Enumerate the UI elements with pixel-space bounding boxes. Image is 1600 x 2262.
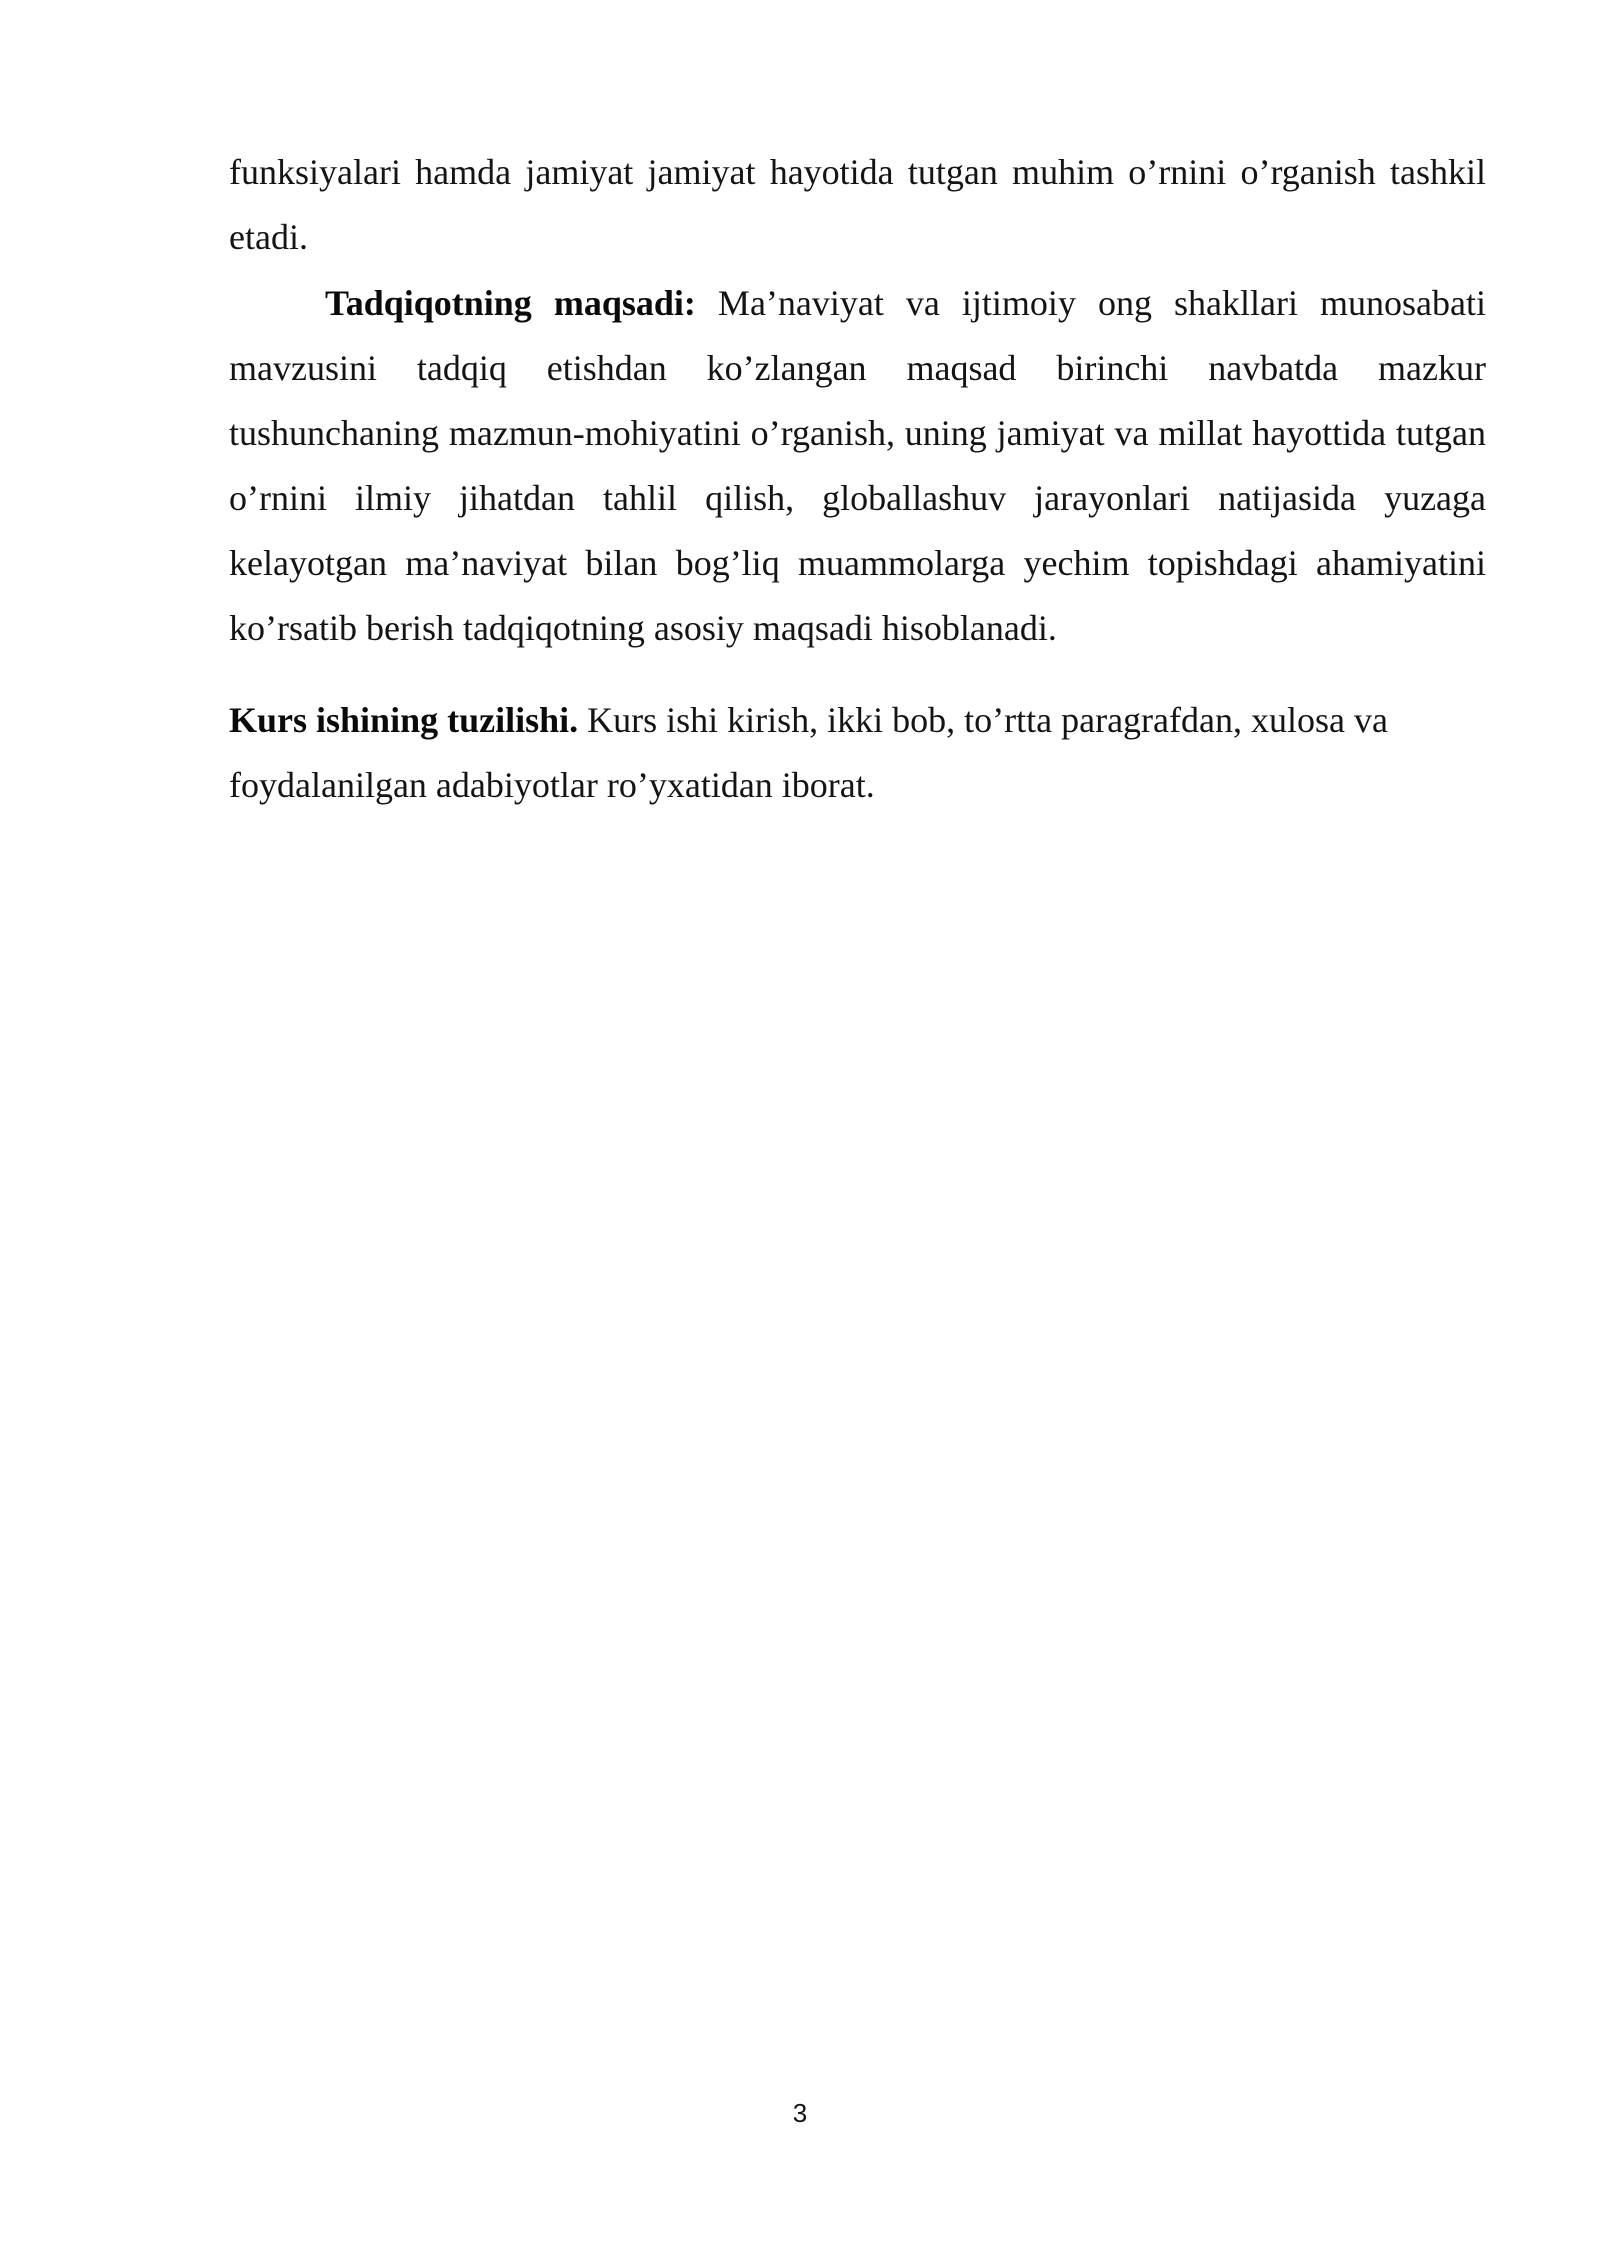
- paragraph-text: Kurs ishi kirish, ikki bob, to’rtta paragrafdan, xulosa va foydalanilgan adabiyotlar ro’yxatidan iborat.: [229, 700, 1388, 805]
- paragraph-heading: Tadqiqotning maqsadi:: [325, 283, 696, 323]
- paragraph-text: funksiyalari hamda jamiyat jamiyat hayotida tutgan muhim o’rnini o’rganish tashkil etadi.: [229, 152, 1486, 257]
- paragraph-text: Ma’naviyat va ijtimoiy ong shakllari munosabati mavzusini tadqiq etishdan ko’zlangan maqsad birinchi navbatda mazkur tushunchaning mazmun-mohiyatini o’rganish, uning jamiyat va millat hayottida tutgan o’rnini ilmiy jihatdan tahlil qilish, globallashuv jarayonlari natijasida yuzaga kelayotgan ma’naviyat bilan bog’liq muammolarga yechim topishdagi ahamiyatini ko’rsatib berish tadqiqotning asosiy maqsadi hisoblanadi.: [229, 283, 1486, 648]
- paragraph-work-structure: [229, 688, 1486, 818]
- page-number: 3: [792, 2098, 808, 2128]
- paragraph-heading: Kurs ishining tuzilishi.: [229, 700, 579, 740]
- paragraph-intro-continuation: [229, 140, 1486, 270]
- paragraph-research-goal: [229, 271, 1486, 661]
